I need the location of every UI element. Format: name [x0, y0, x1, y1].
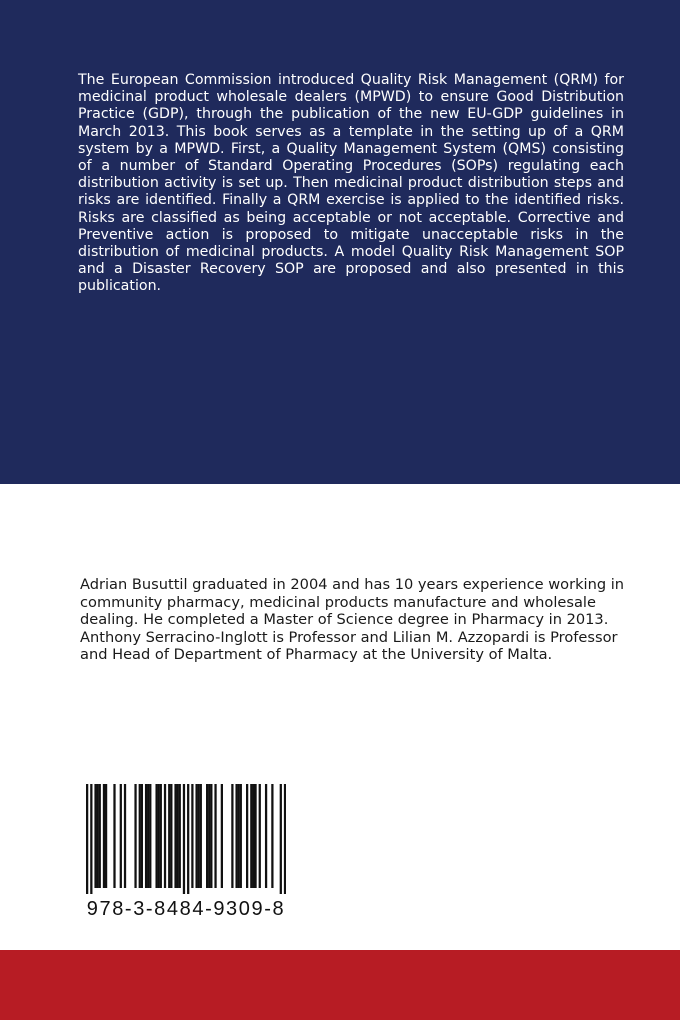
barcode-bar	[113, 784, 115, 888]
barcode-bar	[240, 784, 242, 888]
barcode-bar	[147, 784, 149, 888]
barcode-bar	[86, 784, 88, 894]
barcode-bar	[170, 784, 172, 888]
barcode-bar	[124, 784, 126, 888]
barcode-bar	[221, 784, 223, 888]
barcode-bar	[94, 784, 96, 888]
barcode-bar	[280, 784, 282, 894]
barcode-bar	[168, 784, 170, 888]
barcode-bar	[231, 784, 233, 888]
barcode-bar	[235, 784, 237, 888]
barcode-bar	[103, 784, 105, 888]
barcode-bar	[183, 784, 185, 894]
barcode-bar	[214, 784, 216, 888]
footer-band	[0, 950, 680, 1020]
blurb-panel	[0, 0, 680, 484]
barcode-bar	[250, 784, 252, 888]
isbn-number: 978-3-8484-9309-8	[86, 898, 286, 920]
author-bio: Adrian Busuttil graduated in 2004 and has 10 years experience working in community pharmacy, medicinal products manufacture and wholesale dealing. He completed a Master of Science degree in Pharmacy in 2013. Anthony Serracino-Inglott is Professor and Lilian M. Azzopardi is Professor and Head of Department of Pharmacy at the University of Malta.	[80, 576, 625, 664]
barcode-bar	[191, 784, 193, 888]
book-description: The European Commission introduced Quality Risk Management (QRM) for medicinal product wholesale dealers (MPWD) to ensure Good Distribution Practice (GDP), through the publication of the new EU-GDP guidelines in March 2013. This book serves as a template in the setting up of a QRM system by a MPWD. First, a Quality Management System (QMS) consisting of a number of Standard Operating Procedures (SOPs) regulating each distribution activity is set up. Then medicinal product distribution steps and risks are identified. Finally a QRM exercise is applied to the identified risks. Risks are classified as being acceptable or not acceptable. Corrective and Preventive action is proposed to mitigate unacceptable risks in the distribution of medicinal products. A model Quality Risk Management SOP and a Disaster Recovery SOP are proposed and also presented in this publication.	[78, 72, 624, 295]
barcode-bar	[177, 784, 179, 888]
barcode-bar	[158, 784, 160, 888]
barcode-bar	[99, 784, 101, 888]
barcode-bar	[134, 784, 136, 888]
barcode-bar	[259, 784, 261, 888]
barcode-bar	[179, 784, 181, 888]
barcode-bar	[252, 784, 254, 888]
barcode-bar	[206, 784, 208, 888]
barcode-bar	[141, 784, 143, 888]
barcode-bars	[86, 784, 286, 894]
barcode-bar	[105, 784, 107, 888]
barcode-bar	[149, 784, 151, 888]
barcode-bar	[160, 784, 162, 888]
barcode-bar	[139, 784, 141, 888]
barcode-bar	[145, 784, 147, 888]
barcode-bar	[271, 784, 273, 888]
barcode-bar	[198, 784, 200, 888]
barcode-bar	[120, 784, 122, 888]
barcode-bar	[155, 784, 157, 888]
barcode-bar	[187, 784, 189, 894]
barcode-bar	[238, 784, 240, 888]
barcode-bar	[97, 784, 99, 888]
barcode-bar	[164, 784, 166, 888]
barcode-bar	[246, 784, 248, 888]
barcode-bar	[200, 784, 202, 888]
barcode-bar	[254, 784, 256, 888]
barcode-bar	[90, 784, 92, 894]
barcode-bar	[195, 784, 197, 888]
barcode-bar	[174, 784, 176, 888]
barcode-bar	[210, 784, 212, 888]
barcode-bar	[265, 784, 267, 888]
barcode-bar	[284, 784, 286, 894]
barcode-bar	[208, 784, 210, 888]
